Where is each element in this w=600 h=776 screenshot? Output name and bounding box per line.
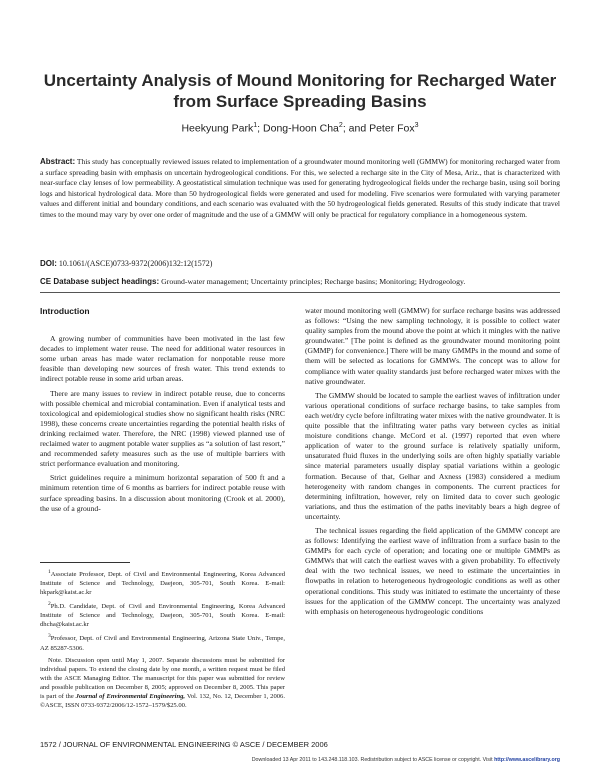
- subject-headings-value: Ground-water management; Uncertainty principles; Recharge basins; Monitoring; Hydrogeology.: [161, 277, 466, 286]
- abstract-label: Abstract:: [40, 157, 76, 166]
- paper-title: Uncertainty Analysis of Mound Monitoring for Recharged Water from Surface Spreading Basins: [43, 71, 557, 111]
- author-affiliation-mark: 2: [338, 122, 343, 129]
- library-link[interactable]: http://www.ascelibrary.org: [494, 757, 560, 763]
- section-divider: [40, 292, 560, 293]
- author-list: Heekyung Park$^1$; Dong-Hoon Cha$^2$; and Peter Fox$^3$: [181, 122, 419, 135]
- body-paragraph: The technical issues regarding the field application of the GMMW concept are as follows: Identifying the earliest wave of infiltration from a surface basin to the GMMPs for each cycle of operation; and locating one or multiple GMMPs as GMMWs that will catch the earliest waves with a given probability. To effectively deal with the two technical issues, we need to estimate the uncertainties in flowpaths in relation to heterogeneous hydrogeologic conditions as well as other operational conditions. This study was initiated to estimate the uncertainty of these issues for the application of the GMMW concept. The uncertainty was analyzed with emphasis on heterogeneous hydrogeologic conditions: [305, 525, 560, 616]
- page-footer: 1572 / JOURNAL OF ENVIRONMENTAL ENGINEERING © ASCE / DECEMBER 2006: [40, 740, 328, 749]
- subject-headings: [40, 277, 560, 286]
- doi-value[interactable]: 10.1061/(ASCE)0733-9372(2006)132:12(1572): [58, 259, 213, 268]
- footnote: $^3$Professor, Dept. of Civil and Environmental Engineering, Arizona State Univ., Tempe, AZ 85287-5306.: [40, 633, 285, 652]
- submission-note: Note. Discussion open until May 1, 2007. Separate discussions must be submitted for individual papers. To extend the closing date by one month, a written request must be filed with the ASCE Managing Editor. The manuscript for this paper was submitted for review and possible publication on December 8, 2005; approved on December 8, 2005. This paper is part of the Journal of Environmental Engineering, Vol. 132, No. 12, December 1, 2006. ©ASCE, ISSN 0733-9372/2006/12-1572–1579/$25.00.: [40, 656, 285, 709]
- left-column: [40, 306, 285, 518]
- body-paragraph: water mound monitoring well (GMMW) for surface recharge basins was addressed as follows: “Using the new sampling technology, it is possible to collect water quality samples from the mound above the point at which it mingles with the native groundwater.” [The point is defined as the groundwater mound monitoring point (GMMP) for convenience.] There will be many GMMPs in the mound and some of them will be selected as locations for GMMWs. The concept was to allow for compliance with water quality standards just before recharged water mixes with the native groundwater.: [305, 306, 560, 386]
- doi-line: [40, 259, 560, 268]
- body-paragraph: The GMMW should be located to sample the earliest waves of infiltration under various operational conditions of surface recharge basins, to take samples from each wet/dry cycle before infiltrating water mixes with the native groundwater. It is quite possible that the infiltrating water paths vary between cycles as initial moisture conditions change. McCord et al. (1997) reported that even where application of water to the ground surface is relatively spatially uniform, unsaturated fluid fluxes in the underlying soils are often highly spatially variable since material parameters usually display spatial variations within a geologic formation. Because of that, Gelhar and Axness (1983) considered a medium heterogeneity with random changes in components. The current practices for determining infiltration, however, rely on limited data to cover such geologic variations, and thus the estimation of the paths inevitably bears a high degree of uncertainty.: [305, 390, 560, 521]
- body-paragraph: Strict guidelines require a minimum horizontal separation of 500 ft and a minimum retention time of 6 months as barriers for indirect potable reuse with surface spreading basins. In a discussion about monitoring (Crook et al. 2000), the use of a ground-: [40, 473, 285, 513]
- subject-headings-label: CE Database subject headings:: [40, 277, 160, 286]
- footnotes: [40, 568, 285, 713]
- abstract: [40, 157, 560, 220]
- footnote: $^1$Associate Professor, Dept. of Civil and Environmental Engineering, Korea Advanced Institute of Science and Technology, Daejeon, 305-701, South Korea. E-mail: hkpark@kaist.ac.kr: [40, 569, 285, 597]
- journal-name: Journal of Environmental Engineering,: [75, 692, 186, 700]
- download-notice: Downloaded 13 Apr 2011 to 143.248.118.103. Redistribution subject to ASCE license or copyright. Visit http://www.ascelibrary.org: [251, 757, 560, 763]
- body-paragraph: There are many issues to review in indirect potable reuse, due to concerns with possible chemical and microbial contamination. Even if analytical tests and toxicological and epidemiological studies show no significant health risks (NRC 1998), these concerns create uncertainties regarding the potential health risks of drinking reclaimed water. Therefore, the NRC (1998) viewed planned use of reclaimed water to augment potable water supplies as “a solution of last resort,” and recommended safety measures such as the use of multiple barriers with strict performance evaluation and monitoring.: [40, 388, 285, 469]
- footnote: $^2$Ph.D. Candidate, Dept. of Civil and Environmental Engineering, Korea Advanced Institute of Science and Technology, Daejeon, 305-701, South Korea. E-mail: dhcha@kaist.ac.kr: [40, 601, 285, 629]
- author-name: Heekyung Park: [181, 122, 254, 135]
- body-paragraph: A growing number of communities have been motivated in the last few decades to implement water reuse. The need for additional water resources in some urban areas has made water reclamation for nonpotable reuse more feasible than developing new sources of fresh water. This trend extends to indirect potable reuse in some arid urban areas.: [40, 334, 285, 384]
- author-affiliation-mark: 3: [414, 122, 419, 129]
- introduction-heading: Introduction: [40, 306, 90, 316]
- abstract-text: This study has conceptually reviewed issues related to implementation of a groundwater mound monitoring well (GMMW) for monitoring recharged water from a surface spreading basin with emphasis on uncertain hydrogeological conditions. For this, we selected a recharge site in the City of Mesa, Ariz., that is characterized with near-surface clay lenses of low permeability. A geostatistical simulation technique was used for generating hydrogeological fields under the recharge basin, using soil boring logs and historical hydrological data. More than 50 hydrogeological fields were generated and used for modeling. Five scenarios were formulated with varying parameter values and different initial and boundary conditions, and each scenario was evaluated with the 50 hydrogeological fields generated. Results of this study indicate that travel times to the mound may vary by over one order of magnitude and the use of a GMMW will only be practical for regulatory compliance in a homogeneous system.: [40, 157, 561, 219]
- footnote-rule: [40, 562, 130, 563]
- right-column: [305, 306, 560, 621]
- doi-label: DOI:: [40, 259, 57, 268]
- author-affiliation-mark: 1: [253, 122, 258, 129]
- author-name: Dong-Hoon Cha: [263, 122, 339, 135]
- author-name: Peter Fox: [369, 122, 415, 135]
